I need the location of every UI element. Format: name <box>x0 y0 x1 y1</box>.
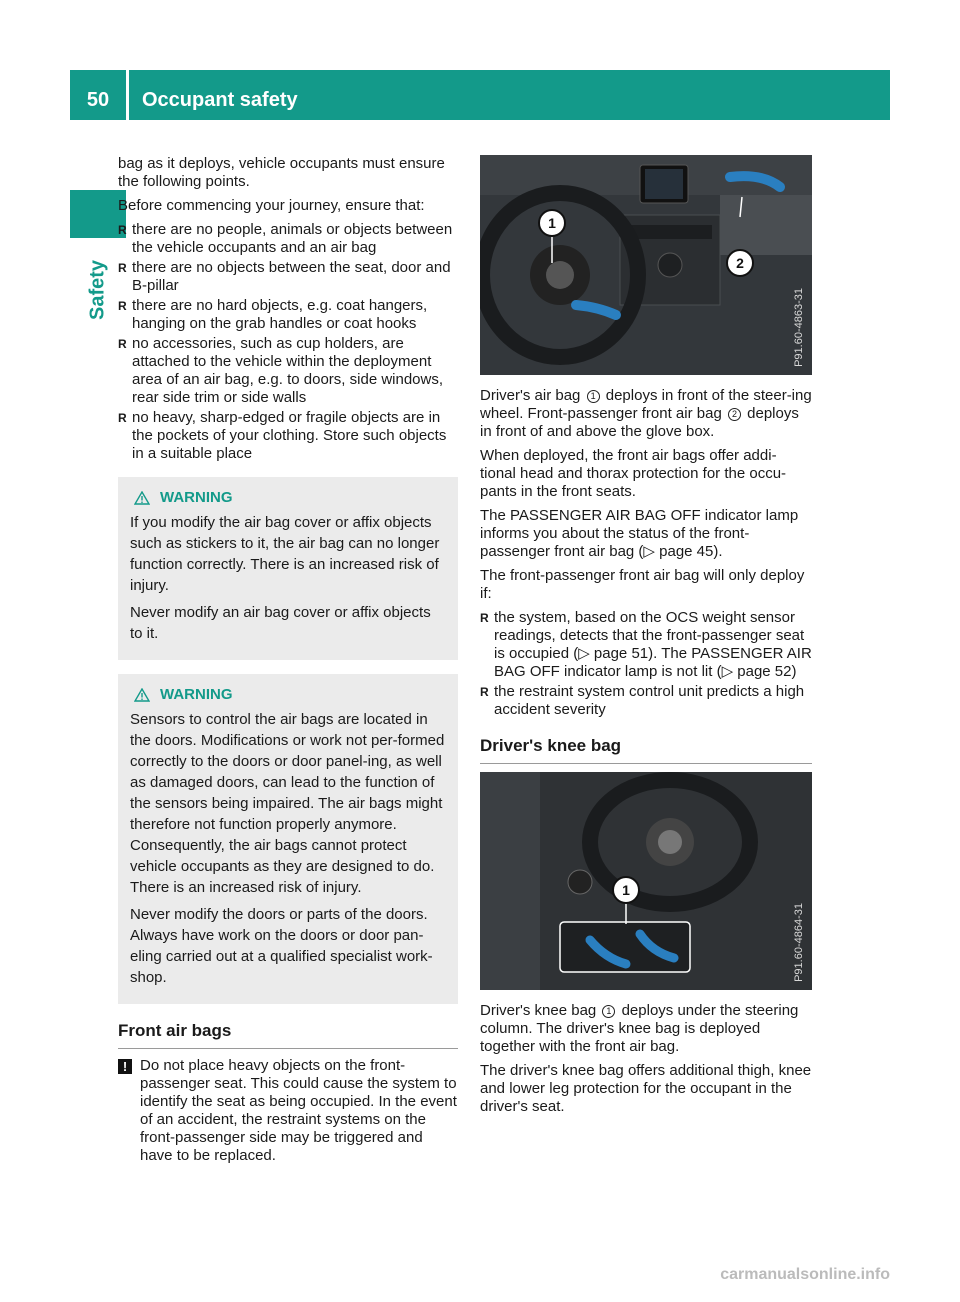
list-item: R the system, based on the OCS weight sensor readings, detects that the front-passenger seat is occupied (▷ page 51). The PASSENGER AIR BAG OFF indicator lamp is not lit (▷ page 52) <box>480 609 812 681</box>
knee-bag-photo <box>480 772 812 990</box>
callout-2-icon: 2 <box>726 249 754 277</box>
text-part: deploys in front of the steer-ing wheel. Front-passenger front air bag <box>480 387 812 422</box>
deploy-conditions-list <box>480 609 812 719</box>
checklist <box>118 221 458 463</box>
inline-callout-1-icon: 1 <box>587 390 600 403</box>
warning-instruction: Never modify the doors or parts of the doors. Always have work on the doors or door pan-eling carried out at a qualified specialist work-shop. <box>130 906 433 986</box>
warning-box-sensors <box>118 674 458 1004</box>
text-part: deploys in front of and above the glove box. <box>480 405 799 440</box>
callout-1-icon: 1 <box>538 209 566 237</box>
warning-text: Sensors to control the air bags are located in the doors. Modifications or work not per-formed correctly to the doors or door panel-ing, as well as damaged doors, can lead to the function of the sensors being impaired. The air bags might therefore not function properly anymore. Consequently, the air bags cannot protect vehicle occupants as they are designed to do. There is an increased risk of injury. <box>130 711 445 896</box>
driver-air-bag-text <box>480 387 812 441</box>
list-item: R there are no people, animals or objects between the vehicle occupants and an air bag <box>118 221 458 257</box>
knee-bag-text <box>480 1002 812 1056</box>
knee-bag-heading: Driver's knee bag <box>480 737 812 764</box>
front-air-bags-heading: Front air bags <box>118 1022 458 1049</box>
warning-box-cover <box>118 477 458 660</box>
warning-text: If you modify the air bag cover or affix objects such as stickers to it, the air bag can no longer function correctly. There is an increased risk of injury. <box>130 514 440 594</box>
dashboard-illustration <box>480 155 812 375</box>
inline-callout-1-icon: 1 <box>602 1005 615 1018</box>
intro-text: bag as it deploys, vehicle occupants must ensure the following points. <box>118 155 445 190</box>
callout-1-icon: 1 <box>612 876 640 904</box>
intro-question: Before commencing your journey, ensure that: <box>118 197 425 214</box>
exclamation-icon: ! <box>118 1059 132 1074</box>
warning-title: WARNING <box>160 489 233 506</box>
indicator-lamp-text: The PASSENGER AIR BAG OFF indicator lamp informs you about the status of the front-passenger front air bag (▷ page 45). <box>480 507 799 560</box>
photo-code: P91.60-4863-31 <box>793 288 805 367</box>
dashboard-photo <box>480 155 812 375</box>
warning-heading <box>130 684 446 705</box>
text-part: deploys under the steering column. The driver's knee bag is deployed together with the front air bag. <box>480 1002 799 1055</box>
list-item: R no accessories, such as cup holders, are attached to the vehicle within the deployment area of an air bag, e.g. to doors, side windows, rear side trim or side walls <box>118 335 458 407</box>
knee-bag-protection-text: The driver's knee bag offers additional thigh, knee and lower leg protection for the occupant in the driver's seat. <box>480 1062 812 1115</box>
page-number: 50 <box>86 89 110 111</box>
warning-heading <box>130 487 446 508</box>
warning-title: WARNING <box>160 686 233 703</box>
deploy-conditions-intro: The front-passenger front air bag will only deploy if: <box>480 567 805 602</box>
section-title: Occupant safety <box>142 89 298 111</box>
list-item: R there are no hard objects, e.g. coat hangers, hanging on the grab handles or coat hooks <box>118 297 458 333</box>
photo-code: P91.60-4864-31 <box>793 903 805 982</box>
text-part: Driver's knee bag <box>480 1002 597 1019</box>
deployment-text: When deployed, the front air bags offer addi-tional head and thorax protection for the occu-pants in the front seats. <box>480 447 787 500</box>
left-column <box>118 155 458 1165</box>
warning-triangle-icon <box>134 688 150 702</box>
knee-bag-illustration <box>480 772 812 990</box>
right-column <box>480 155 812 1122</box>
side-tab-label: Safety <box>86 259 109 321</box>
text-part: Driver's air bag <box>480 387 581 404</box>
note-block <box>118 1057 458 1165</box>
inline-callout-2-icon: 2 <box>728 408 741 421</box>
watermark: carmanualsonline.info <box>720 1266 890 1283</box>
note-text: Do not place heavy objects on the front-passenger seat. This could cause the system to identify the seat as being occupied. In the event of an accident, the restraint systems on the front-passenger side may be triggered and have to be replaced. <box>140 1057 457 1164</box>
list-item: R the restraint system control unit predicts a high accident severity <box>480 683 812 719</box>
warning-triangle-icon <box>134 491 150 505</box>
header-divider <box>126 70 129 120</box>
list-item: R there are no objects between the seat, door and B-pillar <box>118 259 458 295</box>
list-item: R no heavy, sharp-edged or fragile objects are in the pockets of your clothing. Store such objects in a suitable place <box>118 409 458 463</box>
warning-instruction: Never modify an air bag cover or affix objects to it. <box>130 604 431 642</box>
